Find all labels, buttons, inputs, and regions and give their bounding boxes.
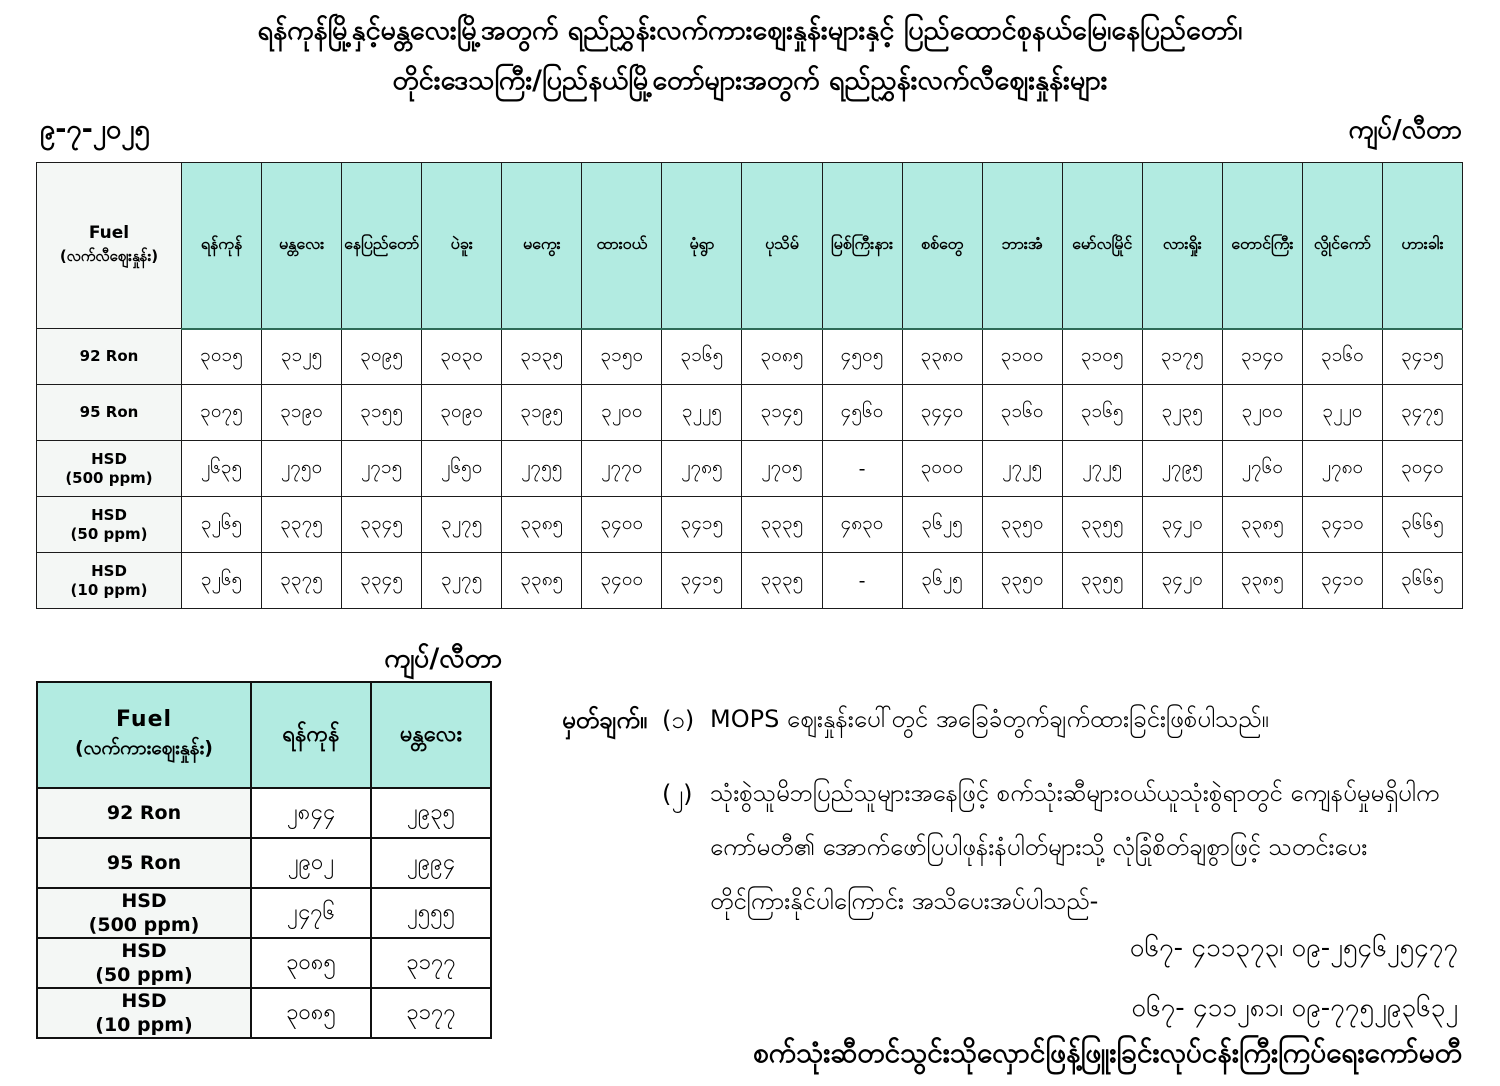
price-cell: ၃၄၂၀ xyxy=(1142,553,1222,609)
price-cell: ၃၃၅၀ xyxy=(982,553,1062,609)
price-cell: ၃၃၈၀ xyxy=(902,329,982,385)
price-cell: ၃၁၄၅ xyxy=(742,385,822,441)
city-header: မန္တလေး xyxy=(371,682,491,788)
city-header: ဘားအံ xyxy=(982,163,1062,329)
city-header: ထားဝယ် xyxy=(582,163,662,329)
phone-line-1: ၀၆၇- ၄၁၁၃၇၃၊ ၀၉-၂၅၄၆၂၅၄၇၇ xyxy=(1129,933,1458,963)
city-header: မြစ်ကြီးနား xyxy=(822,163,902,329)
price-cell: ၃၀၁၅ xyxy=(182,329,262,385)
fuel-row-label: 95 Ron xyxy=(37,838,251,888)
price-cell: ၂၇၈၀ xyxy=(1302,441,1382,497)
price-cell: ၃၄၁၅ xyxy=(662,497,742,553)
price-cell: ၂၅၅၅ xyxy=(371,888,491,938)
price-cell: ၃၃၈၅ xyxy=(1222,553,1302,609)
notes-section xyxy=(562,704,1464,928)
price-cell: ၂၉၉၄ xyxy=(371,838,491,888)
report-date: ၉-၇-၂၀၂၅ xyxy=(40,114,150,145)
price-cell: ၃၁၉၅ xyxy=(502,385,582,441)
price-cell: ၃၄၁၅ xyxy=(662,553,742,609)
big_table-grid xyxy=(36,162,1463,609)
price-cell: ၃၂၂၀ xyxy=(1302,385,1382,441)
price-cell: ၃၄၀၀ xyxy=(582,497,662,553)
unit-label-small: ကျပ်/လီတာ xyxy=(384,643,502,674)
city-header: မန္တလေး xyxy=(262,163,342,329)
price-cell: ၃၁၀၀ xyxy=(982,329,1062,385)
price-cell: ၃၁၉၀ xyxy=(262,385,342,441)
price-cell: ၂၇၇၀ xyxy=(582,441,662,497)
city-header: လားရှိုး xyxy=(1142,163,1222,329)
city-header: မော်လမြိုင် xyxy=(1062,163,1142,329)
price-cell: ၄၈၃၀ xyxy=(822,497,902,553)
price-cell: ၃၂၀၀ xyxy=(582,385,662,441)
price-cell: ၃၁၇၇ xyxy=(371,938,491,988)
price-cell: ၃၄၂၀ xyxy=(1142,497,1222,553)
price-cell: ၂၇၉၅ xyxy=(1142,441,1222,497)
price-cell: ၃၂၃၅ xyxy=(1142,385,1222,441)
price-cell: ၂၇၈၅ xyxy=(662,441,742,497)
price-cell: ၂၉၀၂ xyxy=(251,838,371,888)
committee-name: စက်သုံးဆီတင်သွင်းသိုလှောင်ဖြန့်ဖြူးခြင်းလုပ်ငန်းကြီးကြပ်ရေးကော်မတီ xyxy=(752,1036,1462,1069)
price-cell: ၃၃၅၅ xyxy=(1062,497,1142,553)
price-cell: ၃၀၈၅ xyxy=(251,938,371,988)
price-cell: ၄၅၆၀ xyxy=(822,385,902,441)
price-cell: ၃၁၆၀ xyxy=(1302,329,1382,385)
city-header: ပဲခူး xyxy=(422,163,502,329)
price-cell: ၃၆၆၅ xyxy=(1382,553,1462,609)
document-title xyxy=(0,6,1500,106)
price-cell: ၃၃၃၅ xyxy=(742,497,822,553)
price-cell: ၃၂၆၅ xyxy=(182,497,262,553)
price-cell: ၃၀၀၀ xyxy=(902,441,982,497)
price-cell: ၃၀၉၀ xyxy=(422,385,502,441)
note-2-text: သုံးစွဲသူမိဘပြည်သူများအနေဖြင့် စက်သုံးဆီများဝယ်ယူသုံးစွဲရာတွင် ကျေနပ်မှုမရှိပါက ကော်မတီ၏ အောက်ဖော်ပြပါဖုန်းနံပါတ်များသို့ လုံခြုံစိတ်ချစွာဖြင့် သတင်းပေး တိုင်ကြားနိုင်ပါကြောင်း အသိပေးအပ်ပါသည်- xyxy=(710,779,1440,915)
price-cell: ၃၃၇၅ xyxy=(262,497,342,553)
note-item-2 xyxy=(562,778,1464,928)
price-cell: ၃၁၆၅ xyxy=(1062,385,1142,441)
note-2-marker: (၂) xyxy=(662,780,693,808)
price-cell: ၂၇၂၅ xyxy=(982,441,1062,497)
fuel-row-label: 92 Ron xyxy=(37,329,182,385)
price-cell: ၃၃၅၅ xyxy=(1062,553,1142,609)
unit-label-top: ကျပ်/လီတာ xyxy=(1348,115,1462,145)
fuel-row-label: 92 Ron xyxy=(37,788,251,838)
price-cell: ၃၁၅၅ xyxy=(342,385,422,441)
city-header: မုံရွာ xyxy=(662,163,742,329)
price-cell: ၃၄၁၀ xyxy=(1302,497,1382,553)
price-cell: ၃၃၄၅ xyxy=(342,553,422,609)
fuel-row-label: HSD (500 ppm) xyxy=(37,441,182,497)
title-line-1: ရန်ကုန်မြို့နှင့်မန္တလေးမြို့အတွက် ရည်ညွှန်းလက်ကားဈေးနှုန်းများနှင့် ပြည်ထောင်စုနယ်မြေ၊နေပြည်တော်၊ xyxy=(257,15,1243,46)
price-cell: ၃၆၆၅ xyxy=(1382,497,1462,553)
price-cell: ၃၀၇၅ xyxy=(182,385,262,441)
price-cell: ၃၃၈၅ xyxy=(502,553,582,609)
price-cell: ၃၀၃၀ xyxy=(422,329,502,385)
notes-heading: မှတ်ချက်။ xyxy=(562,706,648,734)
price-cell: ၃၄၇၅ xyxy=(1382,385,1462,441)
fuel-row-label: HSD (50 ppm) xyxy=(37,938,251,988)
price-cell: ၃၁၇၅ xyxy=(1142,329,1222,385)
price-cell: ၂၉၃၅ xyxy=(371,788,491,838)
price-cell: ၃၁၆၀ xyxy=(982,385,1062,441)
price-cell: ၃၁၆၅ xyxy=(662,329,742,385)
price-cell: ၃၂၀၀ xyxy=(1222,385,1302,441)
price-cell: ၂၇၅၅ xyxy=(502,441,582,497)
price-cell: ၃၀၈၅ xyxy=(251,988,371,1038)
fuel-column-header: Fuel (လက်လီဈေးနှုန်း) xyxy=(37,163,182,329)
price-cell: ၃၀၉၅ xyxy=(342,329,422,385)
price-cell: ၂၇၂၅ xyxy=(1062,441,1142,497)
price-cell: ၂၇၅၀ xyxy=(262,441,342,497)
price-cell: - xyxy=(822,553,902,609)
price-cell: ၂၇၁၅ xyxy=(342,441,422,497)
price-cell: ၃၂၇၅ xyxy=(422,553,502,609)
price-cell: ၃၀၈၅ xyxy=(742,329,822,385)
fuel-row-label: HSD (10 ppm) xyxy=(37,553,182,609)
price-cell: ၃၁၀၅ xyxy=(1062,329,1142,385)
price-cell: ၃၃၅၀ xyxy=(982,497,1062,553)
price-cell: ၂၇၆၀ xyxy=(1222,441,1302,497)
city-header: လွိုင်ကော် xyxy=(1302,163,1382,329)
fuel-row-label: HSD (50 ppm) xyxy=(37,497,182,553)
price-cell: - xyxy=(822,441,902,497)
phone-line-2: ၀၆၇- ၄၁၁၂၈၁၊ ၀၉-၇၇၅၂၉၃၆၃၂ xyxy=(1131,993,1458,1023)
price-cell: ၃၃၇၅ xyxy=(262,553,342,609)
city-header: ပုသိမ် xyxy=(742,163,822,329)
fuel-row-label: 95 Ron xyxy=(37,385,182,441)
city-header: နေပြည်တော် xyxy=(342,163,422,329)
note-1-text: MOPS ဈေးနှုန်းပေါ်တွင် အခြေခံတွက်ချက်ထားခြင်းဖြစ်ပါသည်။ xyxy=(710,705,1269,733)
fuel-row-label: HSD (10 ppm) xyxy=(37,988,251,1038)
price-cell: ၃၄၄၀ xyxy=(902,385,982,441)
city-header: ရန်ကုန် xyxy=(251,682,371,788)
price-cell: ၃၆၂၅ xyxy=(902,553,982,609)
price-cell: ၃၁၇၇ xyxy=(371,988,491,1038)
price-cell: ၃၃၃၅ xyxy=(742,553,822,609)
title-line-2: တိုင်းဒေသကြီး/ပြည်နယ်မြို့တော်များအတွက် ရည်ညွှန်းလက်လီဈေးနှုန်းများ xyxy=(392,65,1108,96)
price-cell: ၃၃၄၅ xyxy=(342,497,422,553)
wholesale-price-table xyxy=(36,681,492,1039)
price-cell: ၃၂၆၅ xyxy=(182,553,262,609)
price-cell: ၂၆၅၀ xyxy=(422,441,502,497)
city-header: တောင်ကြီး xyxy=(1222,163,1302,329)
contact-phones xyxy=(1130,918,1458,1038)
city-header: မကွေး xyxy=(502,163,582,329)
price-cell: ၃၁၄၀ xyxy=(1222,329,1302,385)
price-cell: ၃၁၃၅ xyxy=(502,329,582,385)
price-cell: ၃၄၁၀ xyxy=(1302,553,1382,609)
fuel-column-header: Fuel (လက်ကားဈေးနှုန်း) xyxy=(37,682,251,788)
price-cell: ၃၄၀၀ xyxy=(582,553,662,609)
note-1-marker: (၁) xyxy=(662,706,695,734)
price-cell: ၃၀၄၀ xyxy=(1382,441,1462,497)
price-cell: ၂၇၀၅ xyxy=(742,441,822,497)
city-header: ရန်ကုန် xyxy=(182,163,262,329)
retail-price-table xyxy=(36,162,1463,609)
price-cell: ၃၁၂၅ xyxy=(262,329,342,385)
city-header: ဟားခါး xyxy=(1382,163,1462,329)
price-cell: ၃၃၈၅ xyxy=(1222,497,1302,553)
price-cell: ၄၅၀၅ xyxy=(822,329,902,385)
price-cell: ၂၈၄၄ xyxy=(251,788,371,838)
small_table-grid xyxy=(36,681,492,1039)
price-cell: ၃၆၂၅ xyxy=(902,497,982,553)
price-cell: ၃၄၁၅ xyxy=(1382,329,1462,385)
price-cell: ၃၂၇၅ xyxy=(422,497,502,553)
price-cell: ၃၁၅၀ xyxy=(582,329,662,385)
price-cell: ၃၃၈၅ xyxy=(502,497,582,553)
price-cell: ၂၄၇၆ xyxy=(251,888,371,938)
price-cell: ၂၆၃၅ xyxy=(182,441,262,497)
note-item-1 xyxy=(562,704,1464,746)
fuel-row-label: HSD (500 ppm) xyxy=(37,888,251,938)
price-cell: ၃၂၂၅ xyxy=(662,385,742,441)
city-header: စစ်တွေ xyxy=(902,163,982,329)
